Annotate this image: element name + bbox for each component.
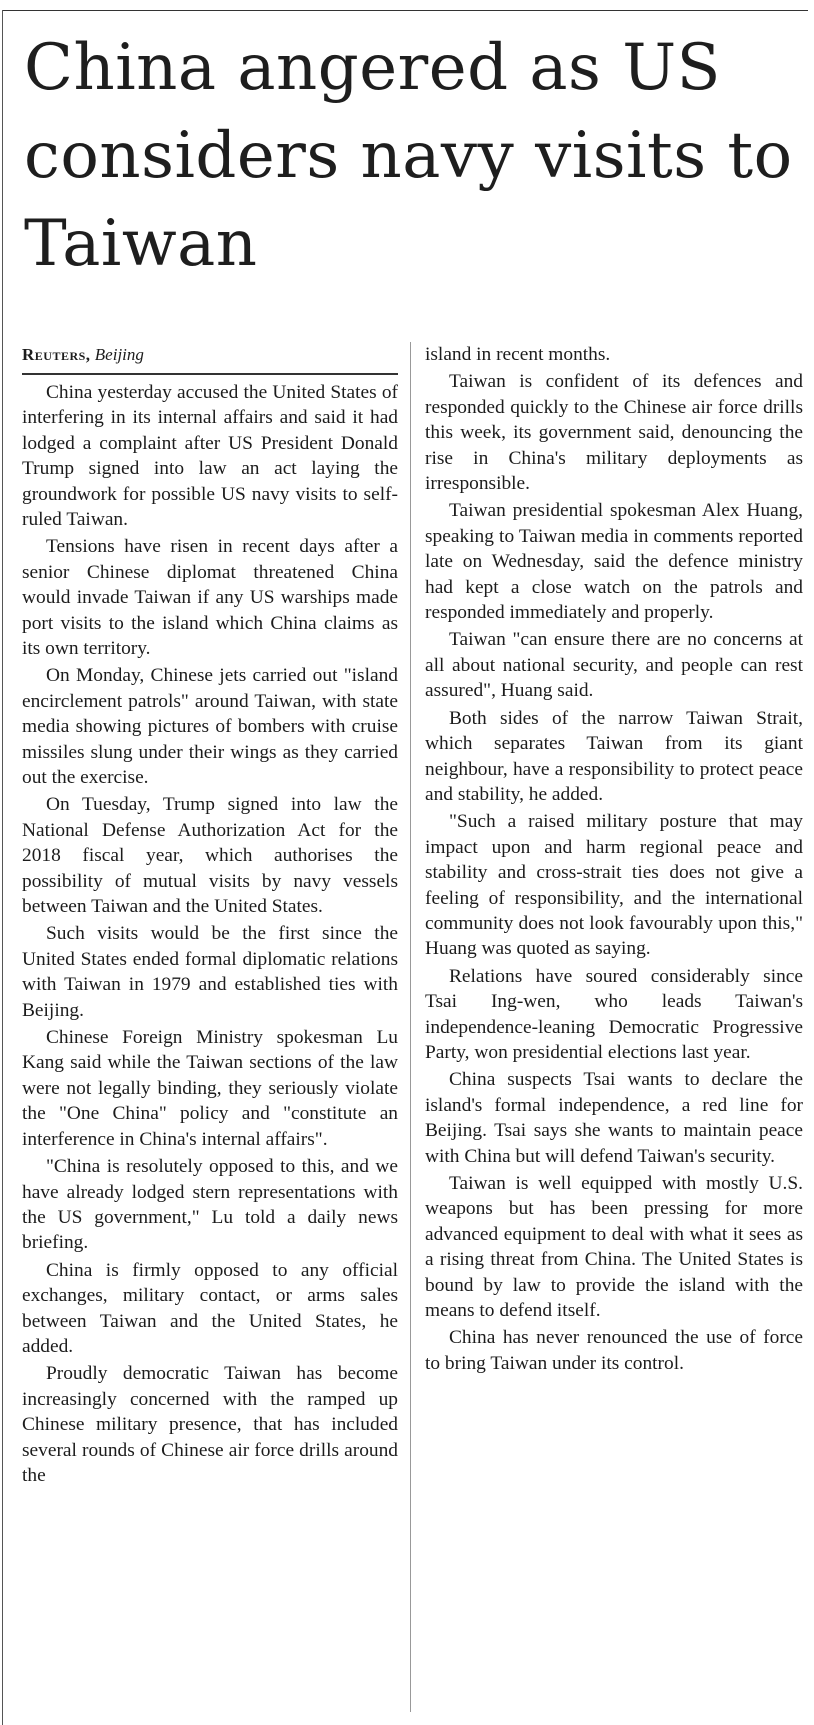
paragraph: China yesterday accused the United States of interfering in its internal affairs and said it had lodged a complaint after US President Donald Trump signed into law an act laying the groundwork for possible US navy visits to self-ruled Taiwan. [22, 381, 398, 530]
left-paragraphs [22, 380, 398, 1488]
paragraph: China has never renounced the use of force to bring Taiwan under its control. [425, 1327, 803, 1374]
headline: China angered as US considers navy visits to Taiwan [24, 31, 793, 281]
column-divider [410, 342, 411, 1712]
byline-agency: Reuters, [22, 345, 91, 364]
right-column [425, 342, 803, 1378]
paragraph: Both sides of the narrow Taiwan Strait, which separates Taiwan from its giant neighbour, have a responsibility to protect peace and stability, he added. [425, 707, 803, 805]
right-paragraphs [425, 369, 803, 1376]
paragraph: China is firmly opposed to any official exchanges, military contact, or arms sales between Taiwan and the United States, he added. [22, 1259, 398, 1357]
paragraph: Such visits would be the first since the United States ended formal diplomatic relations with Taiwan in 1979 and established ties with Beijing. [22, 923, 398, 1021]
paragraph: Taiwan is well equipped with mostly U.S. weapons but has been pressing for more advanced equipment to deal with what it sees as a rising threat from China. The United States is bound by law to provide the island with the means to defend itself. [425, 1173, 803, 1322]
byline-city: Beijing [94, 345, 144, 364]
paragraph: Taiwan is confident of its defences and responded quickly to the Chinese air force drills this week, its government said, denouncing the rise in China's military deployments as irresponsible. [425, 371, 803, 495]
paragraph: Chinese Foreign Ministry spokesman Lu Kang said while the Taiwan sections of the law were not legally binding, they seriously violate the "One China" policy and "constitute an interference in China's internal affairs". [22, 1027, 398, 1150]
paragraph: Tensions have risen in recent days after a senior Chinese diplomat threatened China would invade Taiwan if any US warships made port visits to the island which China claims as its own territory. [22, 536, 398, 659]
paragraph: Taiwan "can ensure there are no concerns at all about national security, and people can rest assured", Huang said. [425, 629, 803, 702]
paragraph: Taiwan presidential spokesman Alex Huang, speaking to Taiwan media in comments reported late on Wednesday, said the defence ministry had kept a close watch on the patrols and responded immediately and properly. [425, 500, 803, 624]
paragraph: Proudly democratic Taiwan has become increasingly concerned with the ramped up Chinese military presence, that has included several rounds of Chinese air force drills around the [22, 1363, 398, 1486]
paragraph: "China is resolutely opposed to this, and we have already lodged stern representations with the US government," Lu told a daily news briefing. [22, 1156, 398, 1254]
byline-rule [22, 373, 398, 375]
top-rule [2, 10, 808, 11]
left-rule [2, 10, 3, 1725]
paragraph: "Such a raised military posture that may impact upon and harm regional peace and stability and cross-strait ties does not give a feeling of responsibility, and the international community does not look favourably upon this," Huang was quoted as saying. [425, 811, 803, 960]
paragraph: Relations have soured considerably since Tsai Ing-wen, who leads Taiwan's independence-leaning Democratic Progressive Party, won presidential elections last year. [425, 965, 803, 1063]
byline [22, 338, 398, 373]
left-column [22, 338, 398, 1490]
paragraph: China suspects Tsai wants to declare the island's formal independence, a red line for Beijing. Tsai says she wants to maintain peace with China but will defend Taiwan's security. [425, 1069, 803, 1167]
paragraph: On Monday, Chinese jets carried out "island encirclement patrols" around Taiwan, with state media showing pictures of bombers with cruise missiles slung under their wings as they carried out the exercise. [22, 665, 398, 788]
paragraph-continuation: island in recent months. [425, 344, 611, 365]
paragraph: On Tuesday, Trump signed into law the National Defense Authorization Act for the 2018 fiscal year, which authorises the possibility of mutual visits by navy vessels between Taiwan and the United States. [22, 794, 398, 918]
